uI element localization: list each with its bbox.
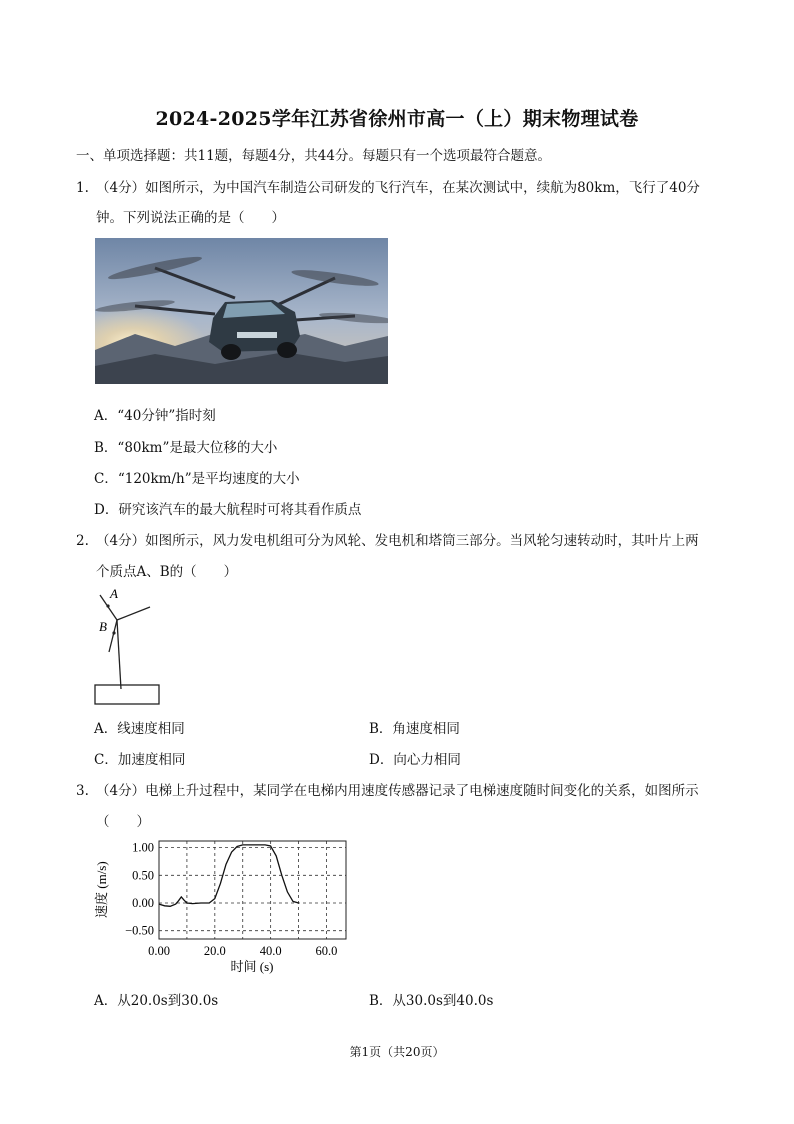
flying-car-photo	[95, 238, 388, 384]
question-2-option-c: C．加速度相同	[94, 752, 186, 768]
y-axis-label: 速度 (m/s)	[94, 861, 109, 918]
question-2-stem	[76, 529, 699, 549]
y-tick-label: −0.50	[125, 923, 154, 938]
x-axis-label: 时间 (s)	[230, 959, 274, 974]
point-b-label: B	[99, 619, 107, 634]
question-2-stem-cont: 个质点A、B的（ ）	[96, 564, 238, 580]
wind-turbine-figure	[90, 585, 170, 710]
y-tick-label: 1.00	[132, 840, 154, 855]
question-number: 2.	[76, 533, 89, 549]
point-a-label: A	[110, 586, 118, 601]
question-1-option-d: D．研究该汽车的最大航程时可将其看作质点	[94, 502, 362, 518]
question-1-option-a: A．“40分钟”指时刻	[94, 408, 216, 424]
question-3-option-a: A．从20.0s到30.0s	[94, 993, 219, 1009]
y-tick-label: 0.50	[132, 868, 154, 883]
page-title: 2024-2025学年江苏省徐州市高一（上）期末物理试卷	[155, 108, 639, 130]
question-1-stem	[76, 176, 700, 196]
question-1-option-b: B．“80km”是最大位移的大小	[94, 440, 278, 456]
question-number: 1.	[76, 180, 89, 196]
question-1-option-c: C．“120km/h”是平均速度的大小	[94, 471, 300, 487]
velocity-time-chart	[92, 836, 354, 976]
x-tick-label: 40.0	[259, 944, 282, 958]
question-1-stem-cont: 钟。下列说法正确的是（ ）	[96, 210, 285, 226]
section-heading: 一、单项选择题：共11题，每题4分，共44分。每题只有一个选项最符合题意。	[76, 148, 551, 164]
question-text: （4分）电梯上升过程中，某同学在电梯内用速度传感器记录了电梯速度随时间变化的关系，如图所示	[96, 783, 699, 799]
question-2-option-a: A．线速度相同	[94, 721, 185, 737]
question-2-option-b: B．角速度相同	[369, 721, 460, 737]
x-tick-label: 20.0	[203, 944, 226, 958]
question-2-option-d: D．向心力相同	[369, 752, 461, 768]
question-text: （4分）如图所示，为中国汽车制造公司研发的飞行汽车，在某次测试中，续航为80km，飞行了40分	[96, 180, 700, 196]
question-3-option-b: B．从30.0s到40.0s	[369, 993, 494, 1009]
x-tick-label: 0.00	[148, 944, 170, 958]
question-3-stem	[76, 779, 699, 799]
page-footer: 第1页（共20页）	[349, 1045, 445, 1059]
question-3-stem-cont: （ ）	[96, 814, 150, 830]
x-tick-label: 60.0	[315, 944, 338, 958]
question-number: 3.	[76, 783, 89, 799]
question-text: （4分）如图所示，风力发电机组可分为风轮、发电机和塔筒三部分。当风轮匀速转动时，其叶片上两	[96, 533, 699, 549]
y-tick-label: 0.00	[132, 896, 154, 911]
